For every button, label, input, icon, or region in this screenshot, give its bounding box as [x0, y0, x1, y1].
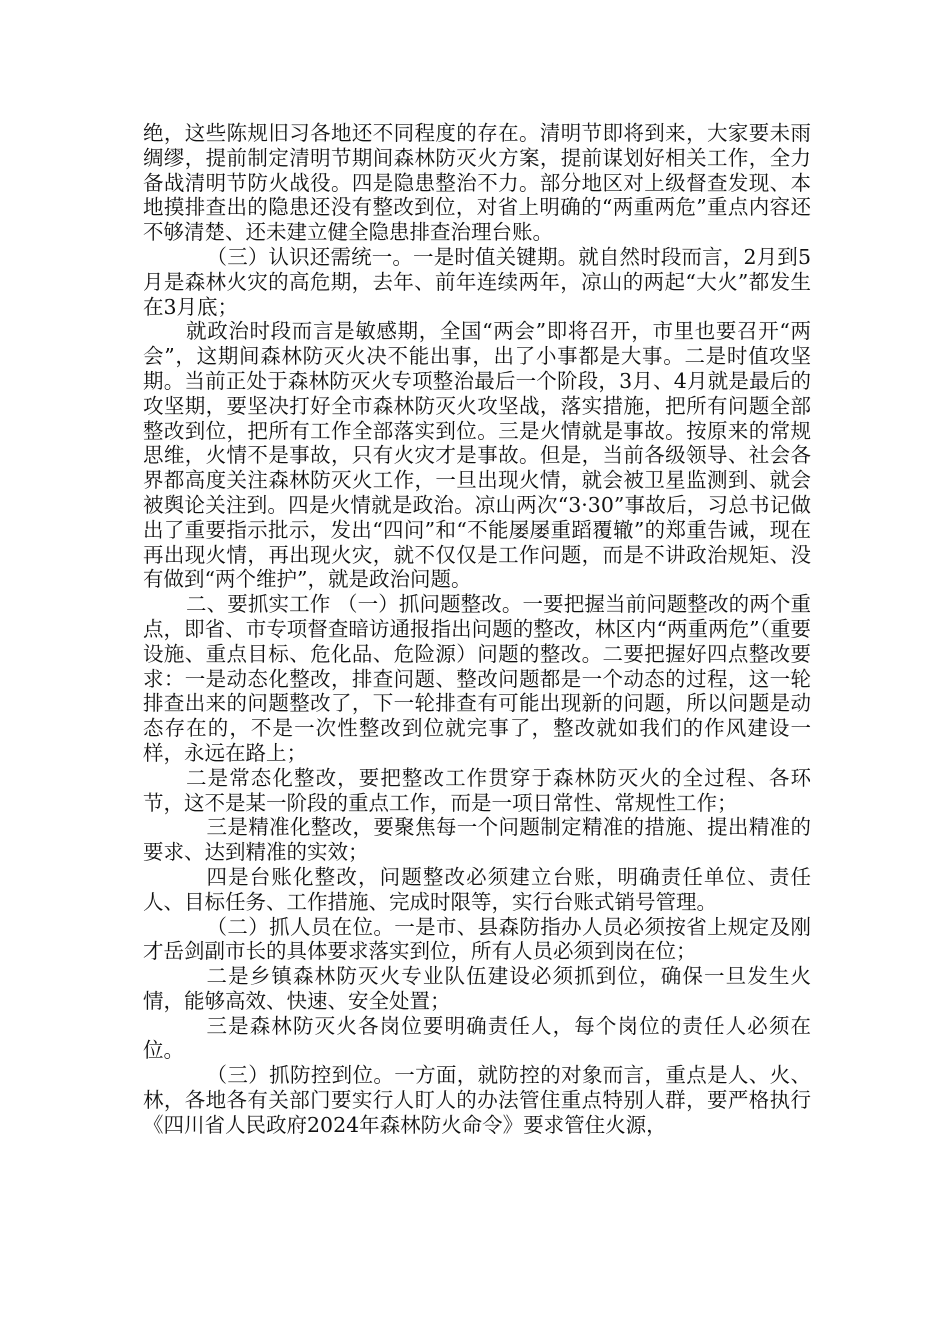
paragraph-8: （二）抓人员在位。一是市、县森防指办人员必须按省上规定及刚才岳剑副市长的具体要求落实到位，所有人员必须到岗在位； — [143, 914, 811, 964]
paragraph-7: 四是台账化整改，问题整改必须建立台账，明确责任单位、责任人、目标任务、工作措施、完成时限等，实行台账式销号管理。 — [143, 864, 811, 914]
paragraph-9: 二是乡镇森林防灭火专业队伍建设必须抓到位，确保一旦发生火情，能够高效、快速、安全处置； — [143, 964, 811, 1013]
paragraph-11: （三）抓防控到位。一方面，就防控的对象而言，重点是人、火、林，各地各有关部门要实行人盯人的办法管住重点特别人群，要严格执行《四川省人民政府2024年森林防火命令》要求管住火源， — [143, 1063, 811, 1137]
paragraph-10: 三是森林防灭火各岗位要明确责任人，每个岗位的责任人必须在位。 — [143, 1013, 811, 1063]
paragraph-5: 二是常态化整改，要把整改工作贯穿于森林防灭火的全过程、各环节，这不是某一阶段的重点工作，而是一项日常性、常规性工作； — [143, 765, 811, 815]
paragraph-1: 绝，这些陈规旧习各地还不同程度的存在。清明节即将到来，大家要未雨绸缪，提前制定清明节期间森林防灭火方案，提前谋划好相关工作，全力备战清明节防火战役。四是隐患整治不力。部分地区对上级督查发现、本地摸排查出的隐患还没有整改到位，对省上明确的“两重两危”重点内容还不够清楚、还未建立健全隐患排查治理台账。 — [143, 121, 811, 245]
paragraph-2: （三）认识还需统一。一是时值关键期。就自然时段而言，2月到5月是森林火灾的高危期，去年、前年连续两年，凉山的两起“大火”都发生在3月底； — [143, 244, 811, 319]
paragraph-4: 二、要抓实工作 （一）抓问题整改。一要把握当前问题整改的两个重点，即省、市专项督查暗访通报指出问题的整改，林区内“两重两危”（重要设施、重点目标、危化品、危险源）问题的整改。二要把握好四点整改要求：一是动态化整改，排查问题、整改问题都是一个动态的过程，这一轮排查出来的问题整改了，下一轮排查有可能出现新的问题，所以问题是动态存在的，不是一次性整改到位就完事了，整改就如我们的作风建设一样，永远在路上； — [143, 592, 811, 765]
paragraph-6: 三是精准化整改，要聚焦每一个问题制定精准的措施、提出精准的要求、达到精准的实效； — [143, 815, 811, 865]
paragraph-3: 就政治时段而言是敏感期，全国“两会”即将召开，市里也要召开“两会”，这期间森林防灭火决不能出事，出了小事都是大事。二是时值攻坚期。当前正处于森林防灭火专项整治最后一个阶段，3月、4月就是最后的攻坚期，要坚决打好全市森林防灭火攻坚战，落实措施，把所有问题全部整改到位，把所有工作全部落实到位。三是火情就是事故。按原来的常规思维，火情不是事故，只有火灾才是事故。但是，当前各级领导、社会各界都高度关注森林防灭火工作，一旦出现火情，就会被卫星监测到、就会被舆论关注到。四是火情就是政治。凉山两次“3·30”事故后，习总书记做出了重要指示批示，发出“四问”和“不能屡屡重蹈覆辙”的郑重告诫，现在再出现火情，再出现火灾，就不仅仅是工作问题，而是不讲政治规矩、没有做到“两个维护”，就是政治问题。 — [143, 319, 811, 592]
document-page — [143, 121, 811, 1138]
